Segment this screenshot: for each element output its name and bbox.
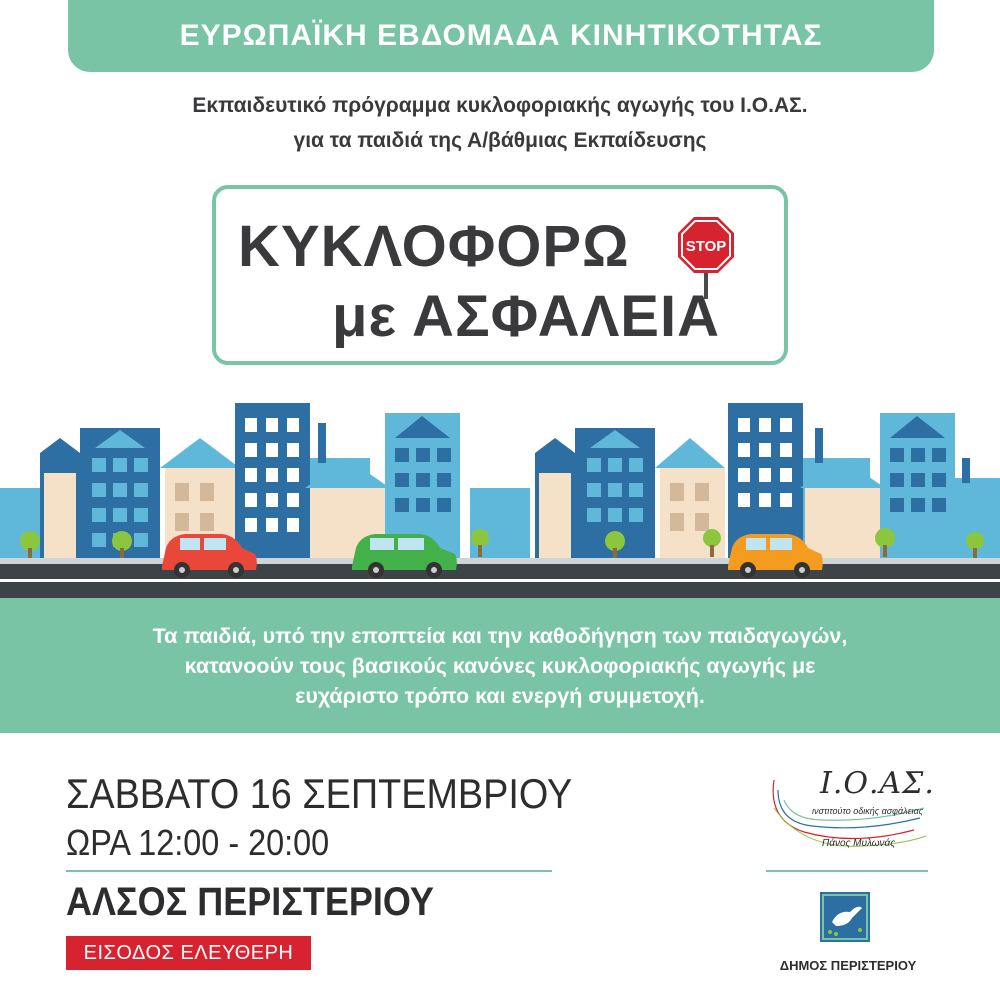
title-box (212, 185, 788, 365)
dimos-name: ΔΗΜΟΣ ΠΕΡΙΣΤΕΡΙΟΥ (779, 958, 917, 973)
sidewalk (0, 558, 1000, 564)
city-street-illustration (0, 398, 1000, 598)
subtitle-line-1: Εκπαιδευτικό πρόγραμμα κυκλοφοριακής αγωγής του Ι.Ο.ΑΣ. (192, 94, 808, 117)
banner-title: ΕΥΡΩΠΑΪΚΗ ΕΒΔΟΜΑΔΑ ΚΙΝΗΤΙΚΟΤΗΤΑΣ (179, 19, 823, 52)
road-markings (0, 579, 1000, 582)
title-line-2: με ΑΣΦΑΛΕΙΑ (332, 284, 720, 349)
title-line-1: ΚΥΚΛΟΦΟΡΩ (238, 214, 630, 279)
subtitle-line-2: για τα παιδιά της Α/βάθμιας Εκπαίδευσης (293, 129, 707, 152)
stop-sign-label: STOP (685, 238, 727, 255)
description-band (0, 598, 1000, 733)
event-date: ΣΑΒΒΑΤΟ 16 ΣΕΠΤΕΜΒΡΙΟΥ (66, 770, 573, 817)
ioas-title: Ι.Ο.ΑΣ. (820, 766, 935, 801)
divider-right (766, 870, 928, 872)
description-line-2: κατανοούν τους βασικούς κανόνες κυκλοφοριακής αγωγής με (184, 653, 816, 678)
divider-left-top (66, 870, 552, 872)
description-line-3: ευχάριστο τρόπο και ενεργή συμμετοχή. (295, 683, 705, 708)
description-line-1: Τα παιδιά, υπό την εποπτεία και την καθοδήγηση των παιδαγωγών, (152, 623, 848, 648)
event-time: ΩΡΑ 12:00 - 20:00 (66, 822, 330, 863)
free-entry-badge: ΕΙΣΟΔΟΣ ΕΛΕΥΘΕΡΗ (66, 936, 311, 970)
ioas-subtitle: ινστιτούτο οδικής ασφάλειας (812, 806, 924, 816)
event-venue: ΑΛΣΟΣ ΠΕΡΙΣΤΕΡΙΟΥ (66, 880, 434, 924)
top-banner (68, 0, 934, 72)
ioas-name: Πάνος Μυλωνάς (822, 838, 896, 849)
dimos-peristeriou-logo-icon (820, 892, 870, 942)
